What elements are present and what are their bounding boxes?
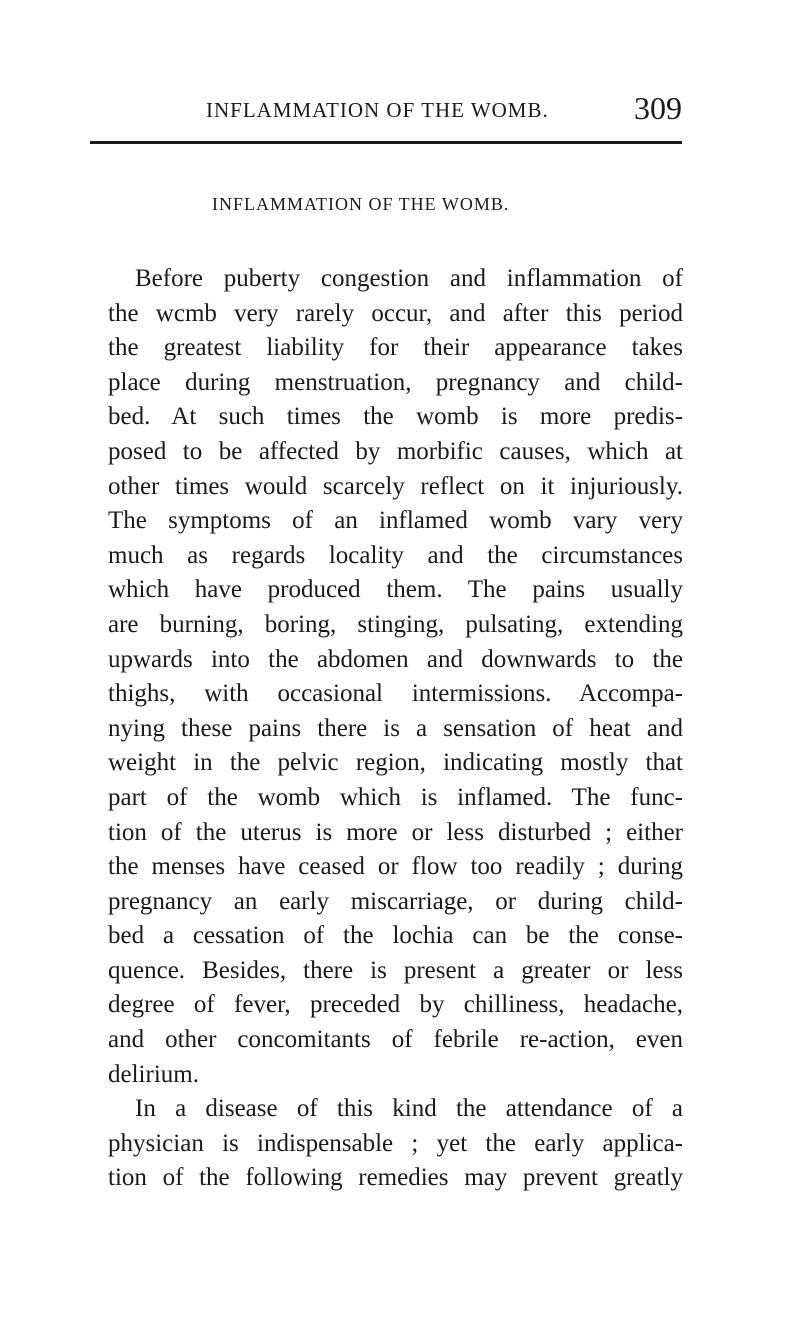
text-line: the wcmb very rarely occur, and after this period bbox=[108, 299, 683, 327]
text-line: are burning, boring, stinging, pulsating, extending bbox=[108, 610, 683, 638]
running-head-title: INFLAMMATION OF THE WOMB. bbox=[206, 98, 549, 122]
text-line: weight in the pelvic region, indicating mostly that bbox=[108, 749, 683, 777]
text-line: physician is indispensable ; yet the early applica- bbox=[108, 1129, 683, 1157]
text-line: and other concomitants of febrile re-action, even bbox=[108, 1026, 683, 1054]
text-line: pregnancy an early miscarriage, or during child- bbox=[108, 887, 683, 915]
page-number: 309 bbox=[634, 90, 682, 126]
text-line: much as regards locality and the circumstances bbox=[108, 541, 683, 569]
header-rule bbox=[90, 141, 682, 144]
text-line: the greatest liability for their appearance takes bbox=[108, 334, 683, 362]
text-line: bed a cessation of the lochia can be the conse- bbox=[108, 922, 683, 950]
text-line: The symptoms of an inflamed womb vary very bbox=[108, 507, 683, 535]
text-line: posed to be affected by morbific causes, which at bbox=[108, 437, 683, 465]
text-line: Before puberty congestion and inflammation of bbox=[135, 265, 683, 292]
text-line: tion of the following remedies may prevent greatly bbox=[108, 1164, 683, 1192]
text-line: degree of fever, preceded by chilliness, headache, bbox=[108, 991, 683, 1019]
body-text bbox=[108, 262, 683, 1196]
text-line: part of the womb which is inflamed. The func- bbox=[108, 783, 683, 811]
running-head bbox=[90, 90, 690, 130]
text-line: which have produced them. The pains usually bbox=[108, 576, 683, 604]
text-line: thighs, with occasional intermissions. Accompa- bbox=[108, 680, 683, 708]
text-line: bed. At such times the womb is more predis- bbox=[108, 403, 683, 431]
text-line: upwards into the abdomen and downwards to the bbox=[108, 645, 683, 673]
text-line: the menses have ceased or flow too readily ; during bbox=[108, 853, 683, 881]
text-line: delirium. bbox=[108, 1060, 199, 1088]
text-line: tion of the uterus is more or less disturbed ; either bbox=[108, 818, 683, 846]
section-heading: INFLAMMATION OF THE WOMB. bbox=[212, 194, 510, 214]
text-line: nying these pains there is a sensation of heat and bbox=[108, 714, 683, 742]
text-line: quence. Besides, there is present a greater or less bbox=[108, 956, 683, 984]
text-line: place during menstruation, pregnancy and child- bbox=[108, 368, 683, 396]
text-line: In a disease of this kind the attendance of a bbox=[135, 1095, 683, 1123]
text-line: other times would scarcely reflect on it injuriously. bbox=[108, 472, 683, 500]
